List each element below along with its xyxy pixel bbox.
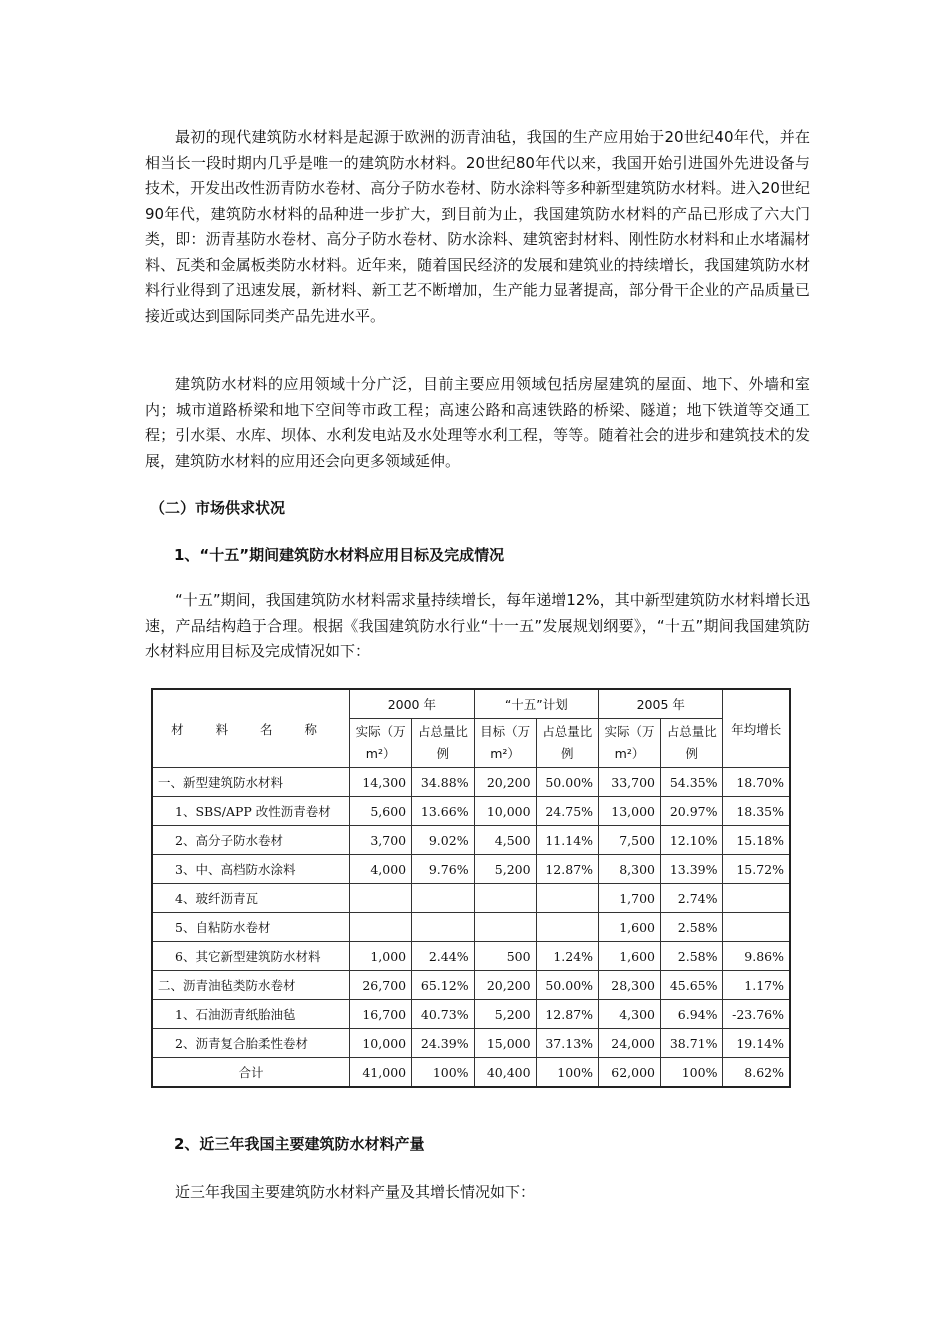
cell-share-2000 — [412, 884, 474, 913]
cell-share-target — [536, 913, 598, 942]
cell-target: 15,000 — [474, 1029, 536, 1058]
cell-growth: 1.17% — [723, 971, 790, 1000]
heading-recent-production: 2、近三年我国主要建筑防水材料产量 — [174, 1135, 425, 1153]
cell-actual-2005: 1,600 — [599, 913, 661, 942]
cell-share-2005: 2.74% — [661, 884, 723, 913]
cell-target — [474, 913, 536, 942]
cell-share-2005: 45.65% — [661, 971, 723, 1000]
cell-actual-2000: 4,000 — [350, 855, 412, 884]
table-row — [152, 826, 790, 855]
cell-share-2000 — [412, 913, 474, 942]
cell-target: 40,400 — [474, 1058, 536, 1088]
cell-actual-2000: 16,700 — [350, 1000, 412, 1029]
paragraph-recent-production: 近三年我国主要建筑防水材料产量及其增长情况如下： — [175, 1183, 536, 1201]
cell-share-2005: 100% — [661, 1058, 723, 1088]
cell-share-2005: 13.39% — [661, 855, 723, 884]
waterproof-materials-table — [151, 688, 791, 1088]
cell-growth: -23.76% — [723, 1000, 790, 1029]
cell-share-target: 37.13% — [536, 1029, 598, 1058]
cell-name: 1、石油沥青纸胎油毡 — [152, 1000, 350, 1029]
paragraph-origin: 最初的现代建筑防水材料是起源于欧洲的沥青油毡，我国的生产应用始于20世纪40年代，并在相当长一段时期内几乎是唯一的建筑防水材料。20世纪80年代以来，我国开始引进国外先进设备与技术，开发出改性沥青防水卷材、高分子防水卷材、防水涂料等多种新型建筑防水材料。进入20世纪90年代，建筑防水材料的品种进一步扩大，到目前为止，我国建筑防水材料的产品已形成了六大门类，即：沥青基防水卷材、高分子防水卷材、防水涂料、建筑密封材料、刚性防水材料和止水堵漏材料、瓦类和金属板类防水材料。近年来，随着国民经济的发展和建筑业的持续增长，我国建筑防水材料行业得到了迅速发展，新材料、新工艺不断增加，生产能力显著提高，部分骨干企业的产品质量已接近或达到国际同类产品先进水平。 — [145, 128, 810, 325]
cell-target: 500 — [474, 942, 536, 971]
cell-name: 合计 — [152, 1058, 350, 1088]
cell-target: 5,200 — [474, 855, 536, 884]
cell-growth: 9.86% — [723, 942, 790, 971]
cell-target: 20,200 — [474, 768, 536, 797]
cell-actual-2005: 8,300 — [599, 855, 661, 884]
cell-share-2000: 65.12% — [412, 971, 474, 1000]
table-container — [151, 688, 791, 1088]
cell-growth: 18.70% — [723, 768, 790, 797]
header-share-2000: 占总量比例 — [412, 719, 474, 768]
cell-actual-2005: 1,600 — [599, 942, 661, 971]
cell-share-target: 100% — [536, 1058, 598, 1088]
cell-name: 二、沥青油毡类防水卷材 — [152, 971, 350, 1000]
cell-actual-2000 — [350, 884, 412, 913]
cell-target: 4,500 — [474, 826, 536, 855]
cell-growth: 15.72% — [723, 855, 790, 884]
cell-share-2005: 2.58% — [661, 913, 723, 942]
cell-share-2005: 6.94% — [661, 1000, 723, 1029]
cell-share-2000: 34.88% — [412, 768, 474, 797]
cell-share-target: 50.00% — [536, 768, 598, 797]
cell-actual-2000: 1,000 — [350, 942, 412, 971]
cell-name: 1、SBS/APP 改性沥青卷材 — [152, 797, 350, 826]
cell-name: 2、沥青复合胎柔性卷材 — [152, 1029, 350, 1058]
cell-share-2005: 12.10% — [661, 826, 723, 855]
cell-share-2000: 100% — [412, 1058, 474, 1088]
table-row — [152, 1029, 790, 1058]
header-plan: “十五”计划 — [474, 689, 598, 719]
cell-share-2000: 9.76% — [412, 855, 474, 884]
cell-share-target: 50.00% — [536, 971, 598, 1000]
cell-actual-2005: 1,700 — [599, 884, 661, 913]
cell-growth — [723, 913, 790, 942]
cell-share-2000: 9.02% — [412, 826, 474, 855]
cell-share-2000: 13.66% — [412, 797, 474, 826]
cell-name: 4、玻纤沥青瓦 — [152, 884, 350, 913]
cell-share-target: 1.24% — [536, 942, 598, 971]
cell-actual-2000: 3,700 — [350, 826, 412, 855]
cell-growth — [723, 884, 790, 913]
header-2000: 2000 年 — [350, 689, 474, 719]
header-annual-growth: 年均增长 — [723, 689, 790, 768]
cell-name: 3、中、高档防水涂料 — [152, 855, 350, 884]
cell-share-target: 11.14% — [536, 826, 598, 855]
table-row — [152, 942, 790, 971]
cell-name: 5、自粘防水卷材 — [152, 913, 350, 942]
table-row — [152, 855, 790, 884]
cell-share-2005: 54.35% — [661, 768, 723, 797]
header-share-2005: 占总量比例 — [661, 719, 723, 768]
cell-actual-2000: 41,000 — [350, 1058, 412, 1088]
cell-actual-2005: 33,700 — [599, 768, 661, 797]
table-row-total — [152, 1058, 790, 1088]
cell-actual-2000: 10,000 — [350, 1029, 412, 1058]
table-row — [152, 884, 790, 913]
paragraph-applications: 建筑防水材料的应用领域十分广泛，目前主要应用领域包括房屋建筑的屋面、地下、外墙和室内；城市道路桥梁和地下空间等市政工程；高速公路和高速铁路的桥梁、隧道；地下铁道等交通工程；引水渠、水库、坝体、水利发电站及水处理等水利工程，等等。随着社会的进步和建筑技术的发展，建筑防水材料的应用还会向更多领域延伸。 — [145, 375, 810, 470]
header-actual-2005: 实际（万 m²） — [599, 719, 661, 768]
header-target: 目标（万 m²） — [474, 719, 536, 768]
cell-target: 5,200 — [474, 1000, 536, 1029]
table-row — [152, 971, 790, 1000]
cell-actual-2000 — [350, 913, 412, 942]
header-material-name: 材 料 名 称 — [152, 689, 350, 768]
cell-actual-2005: 13,000 — [599, 797, 661, 826]
cell-share-2000: 2.44% — [412, 942, 474, 971]
cell-growth: 8.62% — [723, 1058, 790, 1088]
cell-share-target — [536, 884, 598, 913]
table-row — [152, 1000, 790, 1029]
cell-growth: 15.18% — [723, 826, 790, 855]
cell-share-target: 12.87% — [536, 855, 598, 884]
cell-target: 20,200 — [474, 971, 536, 1000]
cell-actual-2005: 62,000 — [599, 1058, 661, 1088]
cell-actual-2000: 26,700 — [350, 971, 412, 1000]
paragraph-tenth-plan: “十五”期间，我国建筑防水材料需求量持续增长，每年递增12%，其中新型建筑防水材料增长迅速，产品结构趋于合理。根据《我国建筑防水行业“十一五”发展规划纲要》，“十五”期间我国建筑防水材料应用目标及完成情况如下： — [145, 591, 810, 660]
cell-actual-2005: 24,000 — [599, 1029, 661, 1058]
header-share-target: 占总量比例 — [536, 719, 598, 768]
cell-target — [474, 884, 536, 913]
cell-share-2000: 24.39% — [412, 1029, 474, 1058]
table-row — [152, 797, 790, 826]
cell-actual-2000: 14,300 — [350, 768, 412, 797]
cell-growth: 18.35% — [723, 797, 790, 826]
table-row — [152, 913, 790, 942]
cell-actual-2000: 5,600 — [350, 797, 412, 826]
cell-share-2005: 38.71% — [661, 1029, 723, 1058]
cell-share-target: 24.75% — [536, 797, 598, 826]
header-actual-2000: 实际（万 m²） — [350, 719, 412, 768]
heading-tenth-plan-targets: 1、“十五”期间建筑防水材料应用目标及完成情况 — [174, 546, 505, 564]
heading-market-supply-demand: （二）市场供求状况 — [150, 499, 286, 517]
cell-growth: 19.14% — [723, 1029, 790, 1058]
cell-actual-2005: 28,300 — [599, 971, 661, 1000]
cell-name: 2、高分子防水卷材 — [152, 826, 350, 855]
cell-actual-2005: 4,300 — [599, 1000, 661, 1029]
header-2005: 2005 年 — [599, 689, 723, 719]
cell-share-target: 12.87% — [536, 1000, 598, 1029]
cell-share-2005: 20.97% — [661, 797, 723, 826]
table-row — [152, 768, 790, 797]
cell-actual-2005: 7,500 — [599, 826, 661, 855]
cell-name: 一、新型建筑防水材料 — [152, 768, 350, 797]
cell-name: 6、其它新型建筑防水材料 — [152, 942, 350, 971]
cell-share-2000: 40.73% — [412, 1000, 474, 1029]
cell-target: 10,000 — [474, 797, 536, 826]
cell-share-2005: 2.58% — [661, 942, 723, 971]
